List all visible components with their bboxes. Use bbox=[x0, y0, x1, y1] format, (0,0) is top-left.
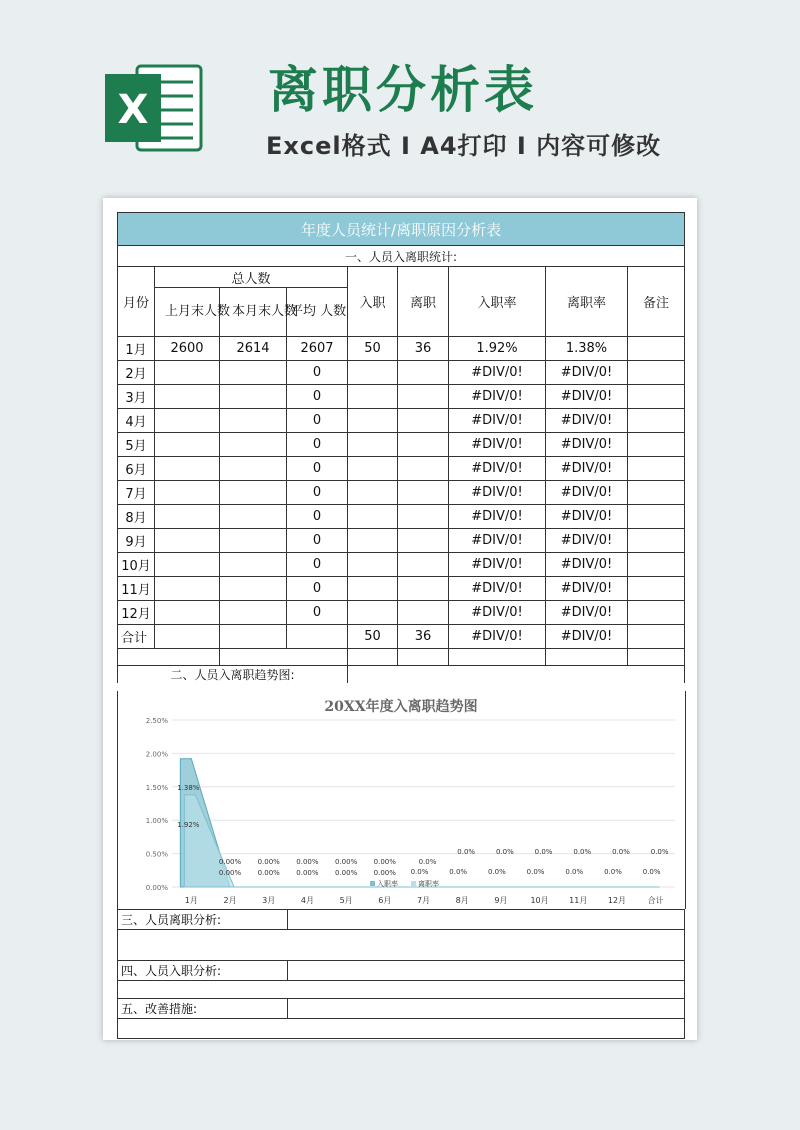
cell-month[interactable]: 12月 bbox=[118, 601, 155, 625]
cell-leave[interactable]: 36 bbox=[398, 625, 449, 649]
table-row bbox=[118, 529, 685, 553]
cell-prev[interactable] bbox=[155, 457, 220, 481]
header-leave-rate: 离职率 bbox=[546, 267, 628, 337]
x-tick-label: 9月 bbox=[494, 896, 508, 905]
y-tick-label: 0.50% bbox=[145, 850, 168, 859]
cell-avg[interactable]: 0 bbox=[287, 457, 348, 481]
x-tick-label: 2月 bbox=[223, 896, 237, 905]
cell-jr[interactable]: #DIV/0! bbox=[449, 577, 546, 601]
data-label: 0.0% bbox=[526, 868, 545, 876]
cell-jr[interactable]: #DIV/0! bbox=[449, 457, 546, 481]
cell-jr[interactable]: #DIV/0! bbox=[449, 505, 546, 529]
cell-join[interactable] bbox=[348, 529, 398, 553]
cell-cur[interactable] bbox=[220, 481, 287, 505]
cell-avg[interactable] bbox=[287, 625, 348, 649]
table-row bbox=[118, 481, 685, 505]
x-tick-label: 10月 bbox=[530, 896, 549, 905]
cell-leave[interactable] bbox=[398, 385, 449, 409]
cell-month[interactable]: 10月 bbox=[118, 553, 155, 577]
table-row bbox=[118, 337, 685, 361]
cell-prev[interactable] bbox=[155, 553, 220, 577]
cell-lr[interactable]: #DIV/0! bbox=[546, 529, 628, 553]
table-row bbox=[118, 385, 685, 409]
data-label: 0.00% bbox=[334, 869, 358, 877]
cell-cur[interactable] bbox=[220, 577, 287, 601]
header-join: 入职 bbox=[348, 267, 398, 337]
y-tick-label: 2.00% bbox=[145, 750, 168, 759]
x-tick-label: 6月 bbox=[378, 896, 392, 905]
data-label: 0.0% bbox=[457, 848, 476, 856]
data-label: 0.0% bbox=[604, 868, 622, 876]
legend-label-leave: 离职率 bbox=[418, 880, 439, 888]
x-tick-label: 7月 bbox=[416, 896, 431, 905]
y-tick-label: 2.50% bbox=[145, 717, 168, 725]
cell-prev[interactable] bbox=[155, 601, 220, 625]
legend-label-join: 入职率 bbox=[377, 880, 398, 888]
table-row bbox=[118, 433, 685, 457]
logo-letter: X bbox=[117, 87, 149, 133]
table-row bbox=[118, 553, 685, 577]
x-tick-label: 4月 bbox=[300, 896, 314, 905]
cell-avg[interactable]: 0 bbox=[287, 505, 348, 529]
data-label: 0.0% bbox=[565, 868, 584, 876]
cell-month[interactable]: 6月 bbox=[118, 457, 155, 481]
cell-avg[interactable]: 0 bbox=[287, 553, 348, 577]
chart-title: 20XX年度入离职趋势图 bbox=[324, 699, 478, 715]
x-tick-label: 3月 bbox=[262, 896, 276, 905]
x-tick-label: 11月 bbox=[569, 896, 588, 905]
cell-jr[interactable]: #DIV/0! bbox=[449, 625, 546, 649]
cell-cur[interactable] bbox=[220, 361, 287, 385]
cell-avg[interactable]: 0 bbox=[287, 577, 348, 601]
data-label: 0.0% bbox=[410, 868, 429, 876]
x-tick-label: 5月 bbox=[339, 896, 353, 905]
cell-prev[interactable]: 2600 bbox=[155, 337, 220, 361]
cell-lr[interactable]: #DIV/0! bbox=[546, 553, 628, 577]
cell-prev[interactable] bbox=[155, 577, 220, 601]
cell-join[interactable] bbox=[348, 433, 398, 457]
cell-jr[interactable]: #DIV/0! bbox=[449, 361, 546, 385]
cell-prev[interactable] bbox=[155, 625, 220, 649]
cell-lr[interactable]: #DIV/0! bbox=[546, 361, 628, 385]
cell-cur[interactable] bbox=[220, 529, 287, 553]
table-row bbox=[118, 505, 685, 529]
legend-swatch-leave bbox=[411, 881, 416, 886]
data-label: 1.92% bbox=[177, 820, 200, 829]
cell-lr[interactable]: #DIV/0! bbox=[546, 601, 628, 625]
y-tick-label: 1.50% bbox=[145, 783, 168, 792]
table-row bbox=[118, 409, 685, 433]
data-label: 0.00% bbox=[334, 858, 358, 866]
cell-lr[interactable]: 1.38% bbox=[546, 337, 628, 361]
table-row bbox=[118, 457, 685, 481]
data-label: 0.00% bbox=[218, 869, 242, 877]
cell-prev[interactable] bbox=[155, 361, 220, 385]
cell-leave[interactable] bbox=[398, 409, 449, 433]
section-3-content[interactable] bbox=[118, 930, 685, 961]
section-3-heading: 三、人员离职分析: bbox=[118, 910, 288, 930]
table-row bbox=[118, 577, 685, 601]
legend-swatch-join bbox=[370, 881, 375, 886]
cell-prev[interactable] bbox=[155, 433, 220, 457]
data-label: 1.38% bbox=[177, 783, 200, 792]
cell-leave[interactable] bbox=[398, 553, 449, 577]
cell-lr[interactable]: #DIV/0! bbox=[546, 433, 628, 457]
cell-jr[interactable]: #DIV/0! bbox=[449, 409, 546, 433]
cell-prev[interactable] bbox=[155, 385, 220, 409]
page-title: 离职分析表 bbox=[268, 61, 538, 119]
cell-avg[interactable]: 0 bbox=[287, 529, 348, 553]
header-this-end: 本月末人数 bbox=[220, 288, 287, 337]
section-2-heading: 二、人员入离职趋势图: bbox=[118, 666, 348, 684]
cell-note[interactable] bbox=[628, 577, 685, 601]
data-label: 0.00% bbox=[257, 869, 280, 877]
cell-join[interactable] bbox=[348, 457, 398, 481]
header-leave: 离职 bbox=[398, 267, 449, 337]
cell-join[interactable]: 50 bbox=[348, 337, 398, 361]
spreadsheet-paper bbox=[103, 198, 697, 1040]
cell-lr[interactable]: #DIV/0! bbox=[546, 577, 628, 601]
cell-join[interactable] bbox=[348, 409, 398, 433]
cell-avg[interactable]: 0 bbox=[287, 409, 348, 433]
cell-jr[interactable]: #DIV/0! bbox=[449, 481, 546, 505]
data-label: 0.0% bbox=[573, 848, 592, 856]
cell-join[interactable] bbox=[348, 361, 398, 385]
stats-table bbox=[117, 212, 685, 683]
cell-leave[interactable] bbox=[398, 433, 449, 457]
cell-join[interactable] bbox=[348, 553, 398, 577]
data-label: 0.0% bbox=[418, 858, 437, 866]
cell-month[interactable]: 2月 bbox=[118, 361, 155, 385]
cell-prev[interactable] bbox=[155, 481, 220, 505]
cell-leave[interactable] bbox=[398, 601, 449, 625]
cell-month[interactable]: 9月 bbox=[118, 529, 155, 553]
data-label: 0.00% bbox=[373, 869, 396, 877]
x-tick-label: 1月 bbox=[184, 896, 198, 905]
cell-lr[interactable]: #DIV/0! bbox=[546, 625, 628, 649]
cell-avg[interactable]: 0 bbox=[287, 385, 348, 409]
cell-lr[interactable]: #DIV/0! bbox=[546, 385, 628, 409]
data-label: 0.0% bbox=[612, 848, 630, 856]
cell-leave[interactable] bbox=[398, 529, 449, 553]
cell-jr[interactable]: #DIV/0! bbox=[449, 433, 546, 457]
cell-leave[interactable] bbox=[398, 577, 449, 601]
section-4-content[interactable] bbox=[118, 981, 685, 999]
data-label: 0.00% bbox=[296, 869, 319, 877]
cell-note[interactable] bbox=[628, 481, 685, 505]
cell-month[interactable]: 5月 bbox=[118, 433, 155, 457]
cell-note[interactable] bbox=[628, 337, 685, 361]
excel-logo-icon bbox=[103, 60, 203, 156]
cell-note[interactable] bbox=[628, 433, 685, 457]
data-label: 0.0% bbox=[650, 848, 669, 856]
section-5-heading: 五、改善措施: bbox=[118, 999, 288, 1019]
cell-prev[interactable] bbox=[155, 529, 220, 553]
section-1-heading: 一、人员入离职统计: bbox=[118, 246, 685, 267]
cell-join[interactable] bbox=[348, 577, 398, 601]
cell-join[interactable] bbox=[348, 481, 398, 505]
data-label: 0.00% bbox=[296, 858, 319, 866]
cell-avg[interactable]: 0 bbox=[287, 433, 348, 457]
header-prev-end: 上月末人数 bbox=[155, 288, 220, 337]
cell-jr[interactable]: #DIV/0! bbox=[449, 553, 546, 577]
cell-avg[interactable]: 0 bbox=[287, 481, 348, 505]
cell-note[interactable] bbox=[628, 385, 685, 409]
cell-cur[interactable] bbox=[220, 457, 287, 481]
cell-month[interactable]: 11月 bbox=[118, 577, 155, 601]
data-label: 0.00% bbox=[257, 858, 280, 866]
data-label: 0.0% bbox=[534, 848, 553, 856]
cell-cur[interactable] bbox=[220, 625, 287, 649]
cell-note[interactable] bbox=[628, 553, 685, 577]
cell-join[interactable] bbox=[348, 601, 398, 625]
cell-cur[interactable] bbox=[220, 385, 287, 409]
section-4-heading: 四、人员入职分析: bbox=[118, 961, 288, 981]
cell-join[interactable] bbox=[348, 385, 398, 409]
cell-leave[interactable] bbox=[398, 505, 449, 529]
header-note: 备注 bbox=[628, 267, 685, 337]
cell-jr[interactable]: #DIV/0! bbox=[449, 385, 546, 409]
cell-leave[interactable] bbox=[398, 481, 449, 505]
cell-cur[interactable]: 2614 bbox=[220, 337, 287, 361]
cell-month[interactable]: 1月 bbox=[118, 337, 155, 361]
data-label: 0.0% bbox=[449, 868, 468, 876]
page-subtitle: Excel格式 I A4打印 I 内容可修改 bbox=[266, 132, 662, 160]
cell-month[interactable]: 7月 bbox=[118, 481, 155, 505]
section-5-content[interactable] bbox=[118, 1019, 685, 1039]
cell-join[interactable]: 50 bbox=[348, 625, 398, 649]
cell-avg[interactable]: 0 bbox=[287, 361, 348, 385]
cell-lr[interactable]: #DIV/0! bbox=[546, 481, 628, 505]
cell-note[interactable] bbox=[628, 601, 685, 625]
cell-note[interactable] bbox=[628, 529, 685, 553]
data-label: 0.0% bbox=[495, 848, 514, 856]
cell-note[interactable] bbox=[628, 361, 685, 385]
y-tick-label: 1.00% bbox=[145, 817, 168, 826]
table-row bbox=[118, 601, 685, 625]
cell-jr[interactable]: #DIV/0! bbox=[449, 601, 546, 625]
cell-prev[interactable] bbox=[155, 409, 220, 433]
cell-note[interactable] bbox=[628, 625, 685, 649]
data-label: 0.0% bbox=[487, 868, 506, 876]
cell-prev[interactable] bbox=[155, 505, 220, 529]
cell-note[interactable] bbox=[628, 457, 685, 481]
table-row bbox=[118, 625, 685, 649]
cell-leave[interactable] bbox=[398, 361, 449, 385]
header-avg: 平均 人数 bbox=[287, 288, 348, 337]
cell-avg[interactable]: 2607 bbox=[287, 337, 348, 361]
cell-note[interactable] bbox=[628, 409, 685, 433]
cell-month[interactable]: 4月 bbox=[118, 409, 155, 433]
cell-leave[interactable] bbox=[398, 457, 449, 481]
cell-month[interactable]: 8月 bbox=[118, 505, 155, 529]
cell-month[interactable]: 3月 bbox=[118, 385, 155, 409]
x-tick-label: 8月 bbox=[455, 896, 469, 905]
data-label: 0.00% bbox=[373, 858, 396, 866]
cell-jr[interactable]: #DIV/0! bbox=[449, 529, 546, 553]
x-tick-label: 合计 bbox=[647, 896, 664, 905]
header-total: 总人数 bbox=[155, 267, 348, 288]
y-tick-label: 0.00% bbox=[145, 884, 168, 892]
sheet-banner: 年度人员统计/离职原因分析表 bbox=[118, 213, 685, 246]
cell-cur[interactable] bbox=[220, 553, 287, 577]
cell-cur[interactable] bbox=[220, 505, 287, 529]
cell-cur[interactable] bbox=[220, 433, 287, 457]
cell-lr[interactable]: #DIV/0! bbox=[546, 505, 628, 529]
cell-leave[interactable]: 36 bbox=[398, 337, 449, 361]
header-month: 月份 bbox=[118, 267, 155, 337]
cell-cur[interactable] bbox=[220, 409, 287, 433]
header-join-rate: 入职率 bbox=[449, 267, 546, 337]
cell-note[interactable] bbox=[628, 505, 685, 529]
cell-jr[interactable]: 1.92% bbox=[449, 337, 546, 361]
cell-join[interactable] bbox=[348, 505, 398, 529]
x-tick-label: 12月 bbox=[607, 896, 627, 905]
analysis-table bbox=[117, 909, 685, 1039]
cell-lr[interactable]: #DIV/0! bbox=[546, 409, 628, 433]
cell-cur[interactable] bbox=[220, 601, 287, 625]
data-label: 0.0% bbox=[642, 868, 661, 876]
data-label: 0.00% bbox=[218, 858, 242, 866]
cell-avg[interactable]: 0 bbox=[287, 601, 348, 625]
cell-month[interactable]: 合计 bbox=[118, 625, 155, 649]
cell-lr[interactable]: #DIV/0! bbox=[546, 457, 628, 481]
table-row bbox=[118, 361, 685, 385]
trend-chart bbox=[117, 691, 686, 909]
